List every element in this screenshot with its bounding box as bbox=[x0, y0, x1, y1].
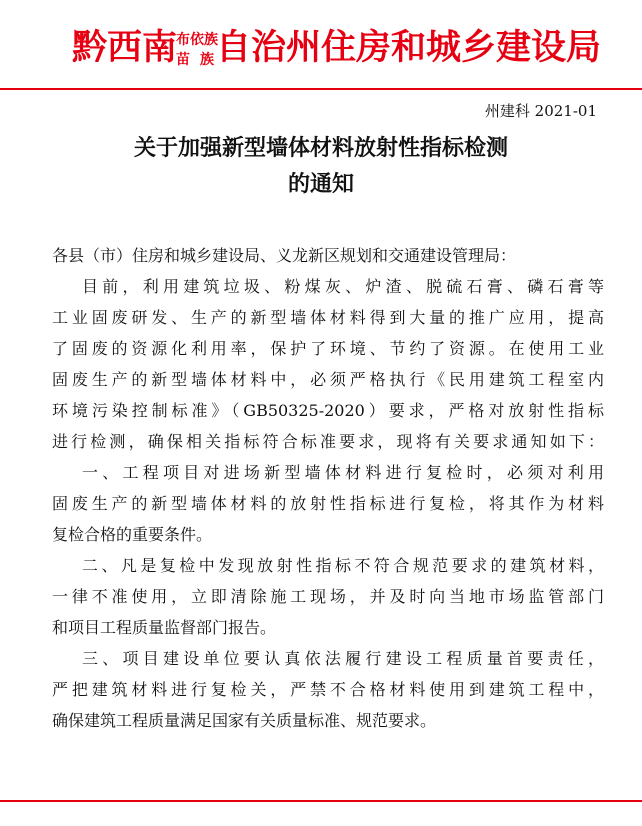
body-line: 一律不准使用，立即清除施工现场，并及时向当地市场监管部门 bbox=[52, 587, 604, 606]
body-line: 固废生产的新型墙体材料的放射性指标进行复检，将其作为材料 bbox=[52, 494, 604, 513]
body-line: 进行检测，确保相关指标符合标准要求，现将有关要求通知如下： bbox=[52, 432, 604, 451]
body-line: 严把建筑材料进行复检关，严禁不合格材料使用到建筑工程中， bbox=[52, 680, 604, 699]
body-line: 了固废的资源化利用率，保护了环境、节约了资源。在使用工业 bbox=[52, 339, 604, 358]
body-line: 三、项目建设单位要认真依法履行建设工程质量首要责任， bbox=[82, 649, 604, 668]
body-line: 二、凡是复检中发现放射性指标不符合规范要求的建筑材料， bbox=[82, 556, 604, 575]
body-line: 目前，利用建筑垃圾、粉煤灰、炉渣、脱硫石膏、磷石膏等 bbox=[82, 277, 604, 296]
body-line: 固废生产的新型墙体材料中，必须严格执行《民用建筑工程室内 bbox=[52, 370, 604, 389]
body-line: 确保建筑工程质量满足国家有关质量标准、规范要求。 bbox=[52, 711, 437, 730]
body-line: 环境污染控制标准》（GB50325-2020）要求，严格对放射性指标 bbox=[52, 401, 604, 420]
body-line: 工业固废研发、生产的新型墙体材料得到大量的推广应用，提高 bbox=[52, 308, 604, 327]
footer-divider bbox=[0, 800, 642, 802]
body-line: 和项目工程质量监督部门报告。 bbox=[52, 618, 277, 637]
body-line: 复检合格的重要条件。 bbox=[52, 525, 213, 544]
document-title-line1: 关于加强新型墙体材料放射性指标检测 bbox=[133, 135, 508, 161]
body-line: 一、工程项目对进场新型墙体材料进行复检时，必须对利用 bbox=[82, 463, 604, 482]
letterhead-divider bbox=[0, 88, 642, 90]
letterhead bbox=[0, 18, 642, 82]
letterhead-agency-name: 自治州住房和城乡建设局 bbox=[216, 27, 602, 68]
document-title-line2: 的通知 bbox=[287, 171, 354, 197]
body-line: 各县（市）住房和城乡建设局、义龙新区规划和交通建设管理局： bbox=[52, 246, 517, 265]
letterhead-ethnic-line1: 布依族 bbox=[176, 32, 218, 48]
document-body bbox=[52, 240, 604, 736]
document-number: 州建科 2021-01 bbox=[484, 102, 597, 120]
letterhead-region-name: 黔西南 bbox=[72, 27, 178, 68]
letterhead-ethnic-line2: 苗族 bbox=[176, 52, 224, 68]
